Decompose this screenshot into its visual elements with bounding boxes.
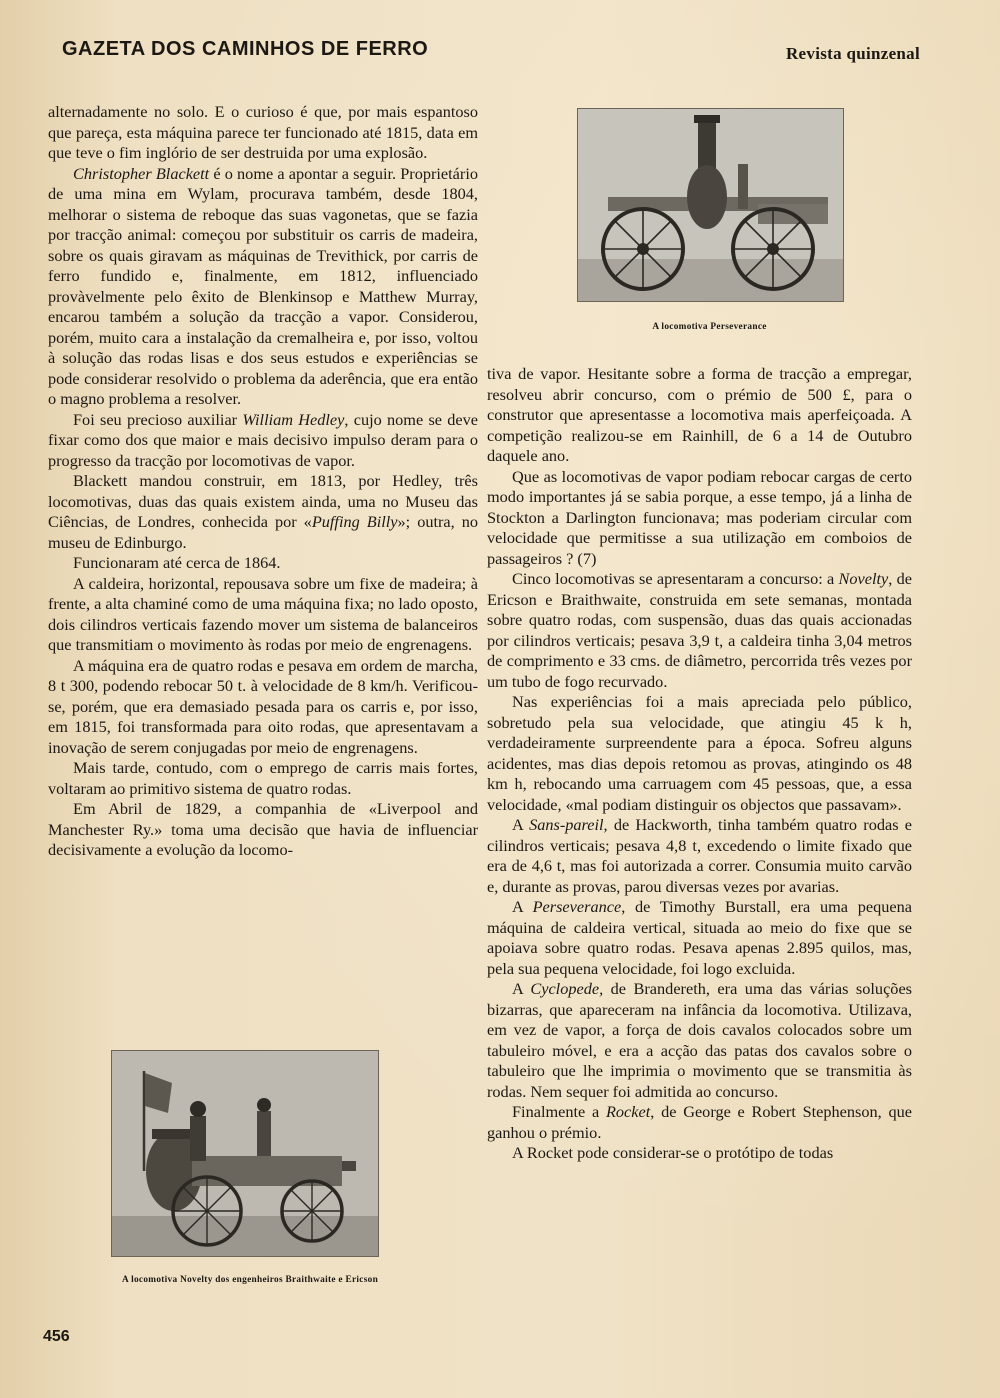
- locomotive-name: Puffing Billy: [311, 512, 398, 531]
- locomotive-name: Rocket: [605, 1102, 651, 1121]
- left-column: [48, 102, 478, 861]
- perseverance-locomotive-photo: [577, 108, 844, 302]
- paragraph: A caldeira, horizontal, repousava sobre um fixe de madeira; à frente, a alta chaminé como de uma máquina fixa; no lado oposto, dois cilindros verticais fazendo mover um sistema de balanceiros que transmitiam o movimento às rodas por meio de engrenagens.: [48, 573, 478, 654]
- paragraph: A máquina era de quatro rodas e pesava em ordem de marcha, 8 t 300, podendo rebocar 50 t. à velocidade de 8 km/h. Verificou-se, porém, que era demasiado pesada para os carris e, por isso, em 1815, foi transformada para oito rodas, que apresentavam a inovação de serem conjugadas por meio de engrenagens.: [48, 655, 478, 757]
- right-column: [487, 364, 912, 1164]
- magazine-subtitle: Revista quinzenal: [785, 44, 920, 63]
- paragraph: A Sans-pareil, de Hackworth, tinha também quatro rodas e cilindros verticais; pesava 4,8 t, excedendo o limite fixado que era de 4,6 t, mas foi autorizada a correr. Consumia muito carvão e, durante as provas, parou diversas vezes por avarias.: [487, 815, 912, 896]
- paragraph: A Rocket pode considerar-se o protótipo de todas: [512, 1143, 834, 1162]
- page-number: 456: [43, 1328, 70, 1345]
- paragraph: A Cyclopede, de Brandereth, era uma das várias soluções bizarras, que apareceram na infância da locomotiva. Utilizava, em vez de vapor, a força de dois cavalos colocados sobre um tabuleiro móvel, e era a acção das patas dos cavalos sobre o tabuleiro que lhe imprimia o movimento que se transmitia às rodas. Nem sequer foi admitida ao concurso.: [487, 979, 913, 1101]
- paragraph: tiva de vapor. Hesitante sobre a forma de tracção a empregar, resolveu abrir concurso, com o prémio de 500 £, para o construtor que apresentasse a locomotiva mais aperfeiçoada. A competição realizou-se em Rainhill, de 6 a 14 de Outubro daquele ano.: [487, 364, 912, 465]
- paragraph: Foi seu precioso auxiliar William Hedley, cujo nome se deve fixar como dos que maior e mais decisivo impulso deram para o progresso da tracção por locomotivas de vapor.: [48, 409, 479, 470]
- paragraph: alternadamente no solo. E o curioso é que, por mais espantoso que pareça, esta máquina parece ter funcionado até 1815, data em que teve o fim inglório de ser destruida por uma explosão.: [48, 102, 478, 162]
- novelty-locomotive-photo: [111, 1050, 379, 1257]
- locomotive-name: Sans-pareil,: [529, 815, 608, 834]
- figure-caption: A locomotiva Perseverance: [652, 322, 767, 332]
- paragraph: Em Abril de 1829, a companhia de «Liverpool and Manchester Ry.» toma uma decisão que havia de influenciar decisivamente a evolução da locomo-: [48, 799, 478, 859]
- perseverance-illustration: [578, 109, 843, 301]
- magazine-title: GAZETA DOS CAMINHOS DE FERRO: [62, 38, 429, 60]
- person-name: William Hedley: [242, 409, 345, 429]
- paragraph: Funcionaram até cerca de 1864.: [73, 553, 281, 572]
- person-name: Christopher Blackett: [73, 163, 210, 183]
- paragraph: A Perseverance, de Timothy Burstall, era uma pequena máquina de caldeira vertical, situada ao meio do fixe que se apoiava sobre quatro rodas. Pesava apenas 2.895 quilos, mas, pela sua pequena velocidade, foi logo excluida.: [487, 897, 912, 978]
- locomotive-name: Novelty: [838, 569, 889, 588]
- paragraph: Blackett mandou construir, em 1813, por Hedley, três locomotivas, duas das quais existem ainda, uma no Museu das Ciências, de Londres, conhecida por «Puffing Billy»; outra, no museu de Edinburgo.: [48, 471, 479, 552]
- paragraph: Que as locomotivas de vapor podiam rebocar cargas de certo modo importantes já se sabia porque, a esse tempo, já a linha de Stockton a Darlington funcionava; mas poderiam circular com velocidade que permitisse a sua utilização em comboios de passageiros ? (7): [487, 466, 912, 568]
- paragraph: Cinco locomotivas se apresentaram a concurso: a Novelty, de Ericson e Braithwaite, construida em sete semanas, montada sobre quatro rodas, com suspensão, duas das quais accionadas por cilindros verticais; pesava 3,9 t, a caldeira tinha 3,04 metros de comprimento e 33 cms. de diâmetro, percorrida três vezes por um tubo de fogo recurvado.: [487, 569, 912, 691]
- paragraph: Christopher Blackett é o nome a apontar a seguir. Proprietário de uma mina em Wylam, procurava também, desde 1804, melhorar o sistema de reboque das suas vagonetas, que se fazia por tracção animal: começou por substituir os carris de madeira, sobre os quais giravam as máquinas de Trevithick, por carris de ferro fundido e, finalmente, em 1812, influenciado provàvelmente pelo êxito de Blenkinsop e Matthew Murray, encarou também a solução da tracção a vapor. Considerou, porém, muito cara a instalação da cremalheira e, por isso, voltou à solução das rodas lisas e dos seus estudos e experiências se pode considerar resolvido o problema da aderência, que era então o magno problema a resolver.: [48, 163, 478, 408]
- locomotive-name: Perseverance: [532, 897, 622, 916]
- novelty-illustration: [112, 1051, 378, 1256]
- figure-caption: A locomotiva Novelty dos engenheiros Braithwaite e Ericson: [121, 1275, 379, 1285]
- paragraph: Mais tarde, contudo, com o emprego de carris mais fortes, voltaram ao primitivo sistema de quatro rodas.: [48, 758, 478, 798]
- paragraph: Finalmente a Rocket, de George e Robert Stephenson, que ganhou o prémio.: [487, 1102, 912, 1142]
- paragraph: Nas experiências foi a mais apreciada pelo público, sobretudo pela sua velocidade, que atingiu 45 k h, verdadeiramente surpreendente para a época. Sofreu alguns acidentes, mas dias depois retomou as provas, atingindo os 48 km h, rebocando uma carruagem com 45 pessoas, que, a essa velocidade, «mal podiam distinguir os objectos que passavam».: [487, 692, 912, 814]
- locomotive-name: Cyclopede,: [530, 979, 604, 998]
